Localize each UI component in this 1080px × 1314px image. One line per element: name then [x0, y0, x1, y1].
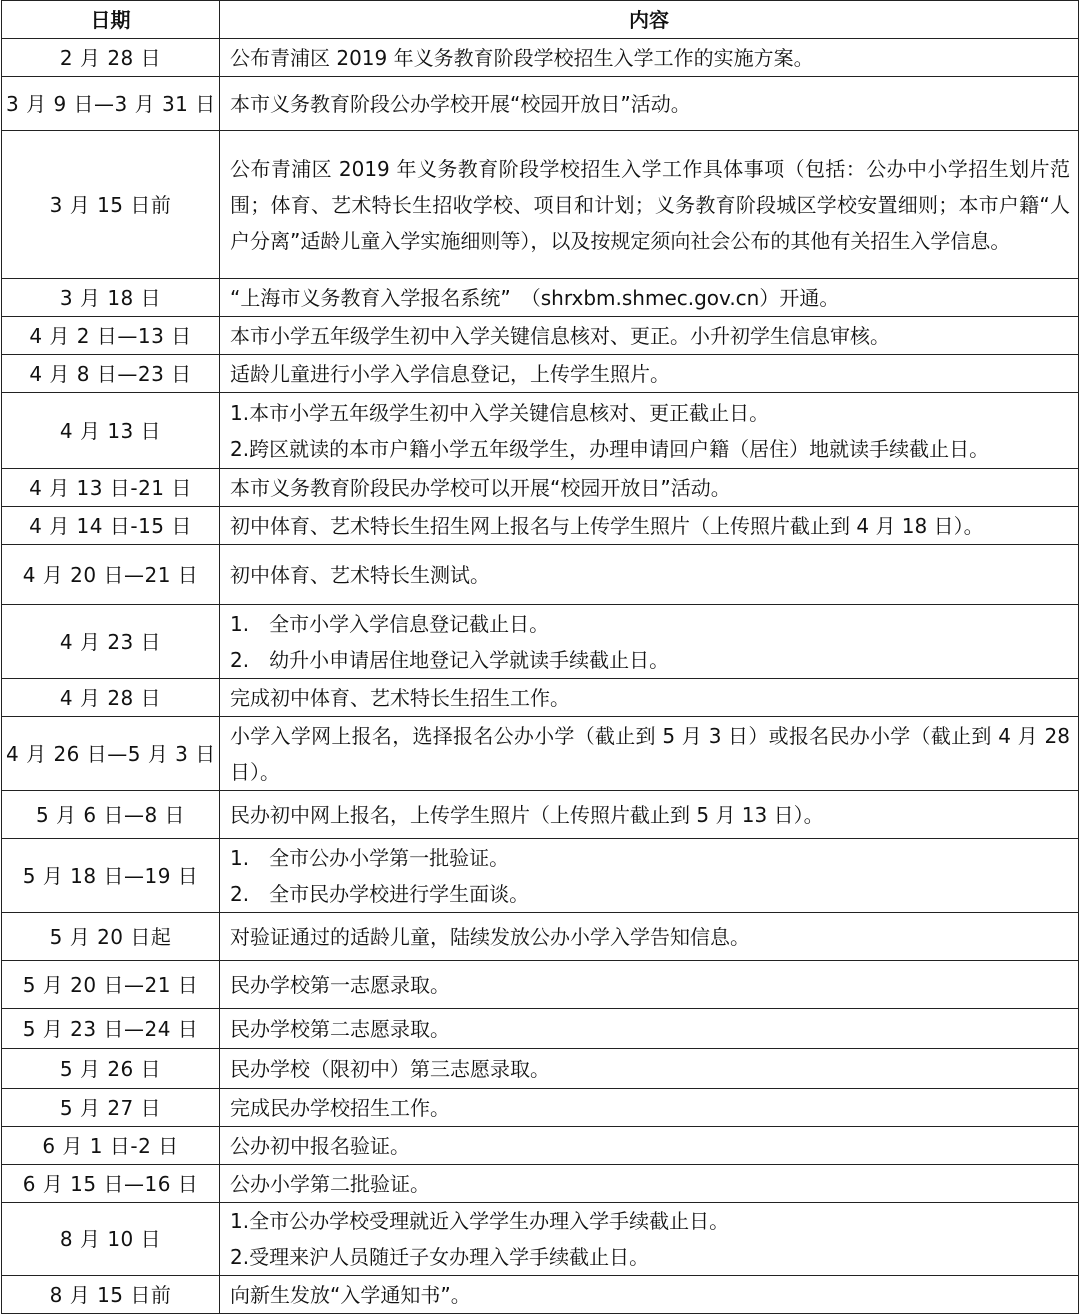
table-row — [2, 1009, 1079, 1049]
row-content — [220, 1049, 1079, 1089]
row-date: 4 月 13 日-21 日 — [2, 469, 220, 507]
content-line: 2.跨区就读的本市户籍小学五年级学生，办理申请回户籍（居住）地就读手续截止日。 — [230, 436, 990, 461]
row-date: 8 月 10 日 — [2, 1203, 220, 1276]
row-content — [220, 961, 1079, 1009]
content-line: 1. 全市小学入学信息登记截止日。 — [230, 611, 550, 636]
row-content — [220, 469, 1079, 507]
content-line: “上海市义务教育入学报名系统” （shrxbm.shmec.gov.cn）开通。 — [230, 285, 840, 310]
row-date: 5 月 20 日—21 日 — [2, 961, 220, 1009]
table-row — [2, 717, 1079, 791]
row-content — [220, 717, 1079, 791]
row-date: 4 月 23 日 — [2, 605, 220, 679]
table-row — [2, 1049, 1079, 1089]
content-line: 初中体育、艺术特长生招生网上报名与上传学生照片（上传照片截止到 4 月 18 日）。 — [230, 513, 984, 538]
table-row — [2, 131, 1079, 279]
row-date: 3 月 9 日—3 月 31 日 — [2, 77, 220, 131]
content-line: 2.受理来沪人员随迁子女办理入学手续截止日。 — [230, 1245, 650, 1269]
content-line: 本市义务教育阶段民办学校可以开展“校园开放日”活动。 — [230, 475, 731, 500]
column-header-date: 日期 — [2, 1, 220, 39]
row-date: 4 月 2 日—13 日 — [2, 317, 220, 355]
row-date: 5 月 6 日—8 日 — [2, 791, 220, 839]
table-row — [2, 507, 1079, 545]
row-date: 4 月 8 日—23 日 — [2, 355, 220, 393]
content-line: 适龄儿童进行小学入学信息登记，上传学生照片。 — [230, 361, 670, 386]
table-row — [2, 39, 1079, 77]
column-header-content: 内容 — [220, 1, 1079, 39]
row-content — [220, 913, 1079, 961]
content-line: 向新生发放“入学通知书”。 — [230, 1282, 471, 1307]
content-line: 2. 全市民办学校进行学生面谈。 — [230, 881, 530, 906]
content-line: 完成民办学校招生工作。 — [230, 1095, 450, 1120]
row-date: 4 月 26 日—5 月 3 日 — [2, 717, 220, 791]
row-content — [220, 839, 1079, 913]
row-date: 5 月 18 日—19 日 — [2, 839, 220, 913]
content-line: 公办初中报名验证。 — [230, 1133, 410, 1158]
row-content — [220, 317, 1079, 355]
table-row — [2, 77, 1079, 131]
content-line: 1. 全市公办小学第一批验证。 — [230, 845, 510, 870]
row-content — [220, 77, 1079, 131]
row-content — [220, 279, 1079, 317]
row-content — [220, 1127, 1079, 1165]
row-content — [220, 791, 1079, 839]
row-content — [220, 393, 1079, 469]
table-row — [2, 961, 1079, 1009]
row-content — [220, 679, 1079, 717]
row-date: 4 月 28 日 — [2, 679, 220, 717]
table-row — [2, 1203, 1079, 1276]
table-row — [2, 839, 1079, 913]
row-content — [220, 1203, 1079, 1276]
content-line: 公布青浦区 2019 年义务教育阶段学校招生入学工作的实施方案。 — [230, 45, 814, 70]
row-content — [220, 1089, 1079, 1127]
row-date: 5 月 20 日起 — [2, 913, 220, 961]
content-line: 公办小学第二批验证。 — [230, 1171, 430, 1196]
content-line: 民办学校第二志愿录取。 — [230, 1016, 450, 1041]
schedule-table — [1, 0, 1079, 1314]
row-content — [220, 1009, 1079, 1049]
content-line: 2. 幼升小申请居住地登记入学就读手续截止日。 — [230, 647, 670, 672]
row-content — [220, 507, 1079, 545]
row-date: 3 月 18 日 — [2, 279, 220, 317]
row-content — [220, 1276, 1079, 1314]
row-content — [220, 1165, 1079, 1203]
content-line: 民办初中网上报名，上传学生照片（上传照片截止到 5 月 13 日）。 — [230, 802, 824, 827]
table-row — [2, 393, 1079, 469]
table-row — [2, 469, 1079, 507]
row-date: 4 月 20 日—21 日 — [2, 545, 220, 605]
table-row — [2, 355, 1079, 393]
content-line: 对验证通过的适龄儿童，陆续发放公办小学入学告知信息。 — [230, 924, 750, 949]
table-row — [2, 791, 1079, 839]
row-content — [220, 131, 1079, 279]
row-date: 5 月 23 日—24 日 — [2, 1009, 220, 1049]
table-row — [2, 1127, 1079, 1165]
table-header-row — [2, 1, 1079, 39]
row-content — [220, 355, 1079, 393]
content-line: 小学入学网上报名，选择报名公办小学（截止到 5 月 3 日）或报名民办小学（截止到 4 月 28 日）。 — [230, 723, 1070, 784]
table-row — [2, 1165, 1079, 1203]
row-date: 3 月 15 日前 — [2, 131, 220, 279]
content-line: 民办学校第一志愿录取。 — [230, 972, 450, 997]
row-content — [220, 605, 1079, 679]
content-line: 公布青浦区 2019 年义务教育阶段学校招生入学工作具体事项（包括：公办中小学招生划片范围；体育、艺术特长生招收学校、项目和计划；义务教育阶段城区学校安置细则；本市户籍“人户分离”适龄儿童入学实施细则等），以及按规定须向社会公布的其他有关招生入学信息。 — [230, 156, 1070, 253]
row-date: 2 月 28 日 — [2, 39, 220, 77]
table-row — [2, 317, 1079, 355]
row-date: 6 月 1 日-2 日 — [2, 1127, 220, 1165]
content-line: 1.本市小学五年级学生初中入学关键信息核对、更正截止日。 — [230, 400, 770, 425]
row-date: 4 月 13 日 — [2, 393, 220, 469]
row-date: 8 月 15 日前 — [2, 1276, 220, 1314]
table-row — [2, 545, 1079, 605]
table-row — [2, 605, 1079, 679]
row-date: 5 月 26 日 — [2, 1049, 220, 1089]
table-row — [2, 279, 1079, 317]
row-date: 5 月 27 日 — [2, 1089, 220, 1127]
table-row — [2, 913, 1079, 961]
content-line: 初中体育、艺术特长生测试。 — [230, 562, 490, 587]
table-row — [2, 1089, 1079, 1127]
table-row — [2, 679, 1079, 717]
content-line: 1.全市公办学校受理就近入学学生办理入学手续截止日。 — [230, 1209, 730, 1233]
content-line: 本市义务教育阶段公办学校开展“校园开放日”活动。 — [230, 91, 691, 116]
content-line: 本市小学五年级学生初中入学关键信息核对、更正。小升初学生信息审核。 — [230, 323, 890, 348]
row-content — [220, 545, 1079, 605]
row-date: 6 月 15 日—16 日 — [2, 1165, 220, 1203]
table-row — [2, 1276, 1079, 1314]
content-line: 完成初中体育、艺术特长生招生工作。 — [230, 685, 570, 710]
content-line: 民办学校（限初中）第三志愿录取。 — [230, 1056, 550, 1081]
row-date: 4 月 14 日-15 日 — [2, 507, 220, 545]
row-content — [220, 39, 1079, 77]
